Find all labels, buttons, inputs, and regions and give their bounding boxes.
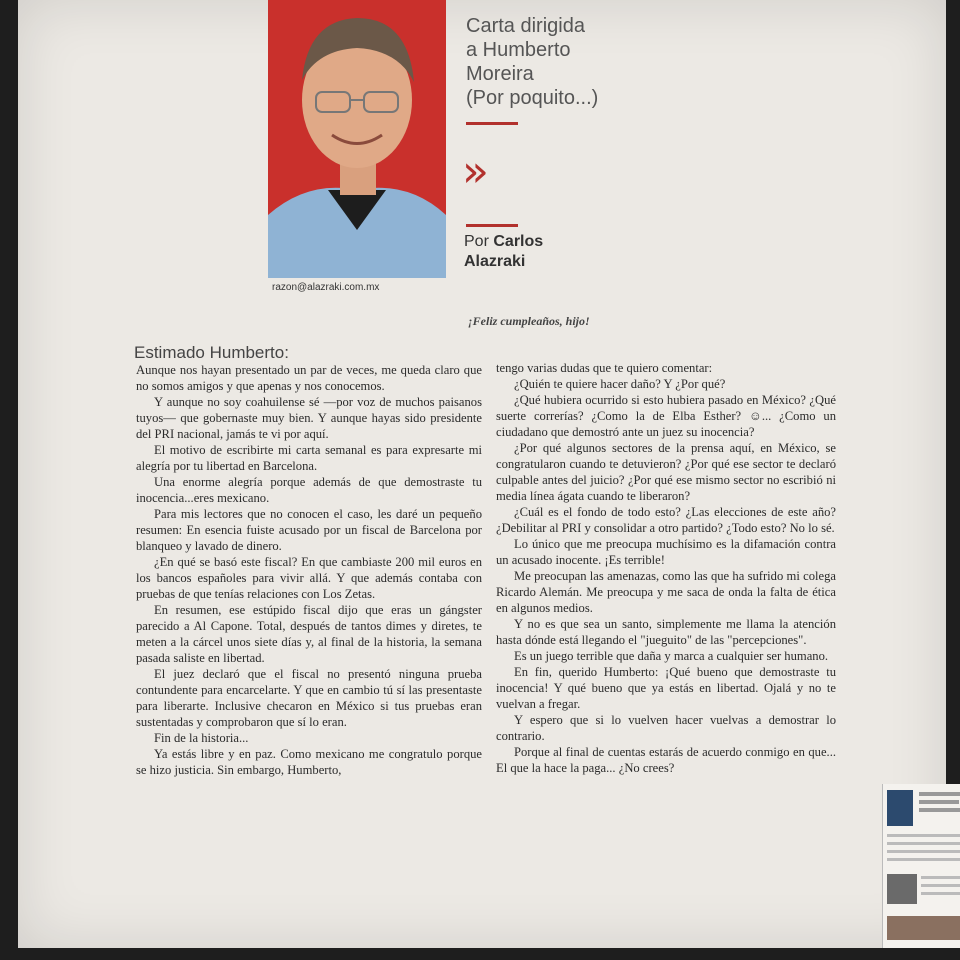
column-title-line: Moreira [466,63,534,85]
paragraph: Porque al final de cuentas estarás de acuerdo conmigo en que... El que la hace la paga... ¿No crees? [496,745,836,775]
thumbnail-text-line [919,800,959,804]
thumbnail-image [887,790,913,826]
newspaper-page [18,0,946,948]
paragraph: El juez declaró que el fiscal no presentó ninguna prueba contundente para encarcelarte. Y que en cambio tú sí las presentaste para liberarte. Inclusive checaron en México si tus pruebas eran sustentadas y comprobaron que sí lo eran. [136,667,482,729]
column-title-line: a Humberto [466,39,571,61]
byline-divider [466,224,518,227]
column-title-line: Carta dirigida [466,15,585,37]
author-portrait-illustration [268,0,446,278]
paragraph: Fin de la historia... [154,731,249,745]
title-divider [466,122,518,125]
paragraph: ¿Cuál es el fondo de todo esto? ¿Las elecciones de este año? ¿Debilitar al PRI y consolidar a otro partido? ¿Todo esto? No lo sé. [496,505,836,535]
thumbnail-text-line [919,808,960,812]
paragraph: ¿Quién te quiere hacer daño? Y ¿Por qué? [514,377,726,391]
thumbnail-image [887,874,917,904]
author-email: razon@alazraki.com.mx [272,282,380,293]
adjacent-page-thumbnail [882,784,960,948]
salutation: Estimado Humberto: [134,343,289,362]
byline [464,232,543,272]
paragraph: ¿Qué hubiera ocurrido si esto hubiera pasado en México? ¿Qué suerte correrías? ¿Como la de Elba Esther? ☺... ¿Como un ciudadano que demostró ante un juez su inocencia? [496,393,836,439]
thumbnail-text-line [921,884,960,887]
thumbnail-text-line [921,876,960,879]
column-title [466,14,616,110]
byline-prefix: Por [464,233,489,250]
paragraph: Para mis lectores que no conocen el caso, les daré un pequeño resumen: En esencia fuiste acusado por un fiscal de Barcelona por blanqueo y lavado de dinero. [136,507,482,553]
paragraph: ¿En qué se basó este fiscal? En que cambiaste 200 mil euros en los bancos españoles para vivir allá. Y que además contaba con pruebas de que tenías relaciones con Los Zetas. [136,555,482,601]
article-column-1 [136,362,482,778]
thumbnail-text-line [919,792,960,796]
thumbnail-image [887,916,960,940]
paragraph: Es un juego terrible que daña y marca a cualquier ser humano. [514,649,829,663]
paragraph: Y aunque no soy coahuilense sé —por voz de muchos paisanos tuyos— que gobernaste muy bien. Y aunque hayas sido presidente del PRI nacional, jamás te vi por aquí. [136,395,482,441]
author-photo [268,0,446,278]
paragraph: En fin, querido Humberto: ¡Qué bueno que demostraste tu inocencia! Y qué bueno que ya estás en libertad. Ojalá y no te vuelvan a fregar. [496,665,836,711]
column-header [448,0,608,285]
paragraph: Y espero que si lo vuelven hacer vuelvas a demostrar lo contrario. [496,713,836,743]
paragraph: Me preocupan las amenazas, como las que ha sufrido mi colega Ricardo Alemán. Me preocupa y me saca de onda la falta de ética en algunos medios. [496,569,836,615]
paragraph: Lo único que me preocupa muchísimo es la difamación contra un acusado inocente. ¡Es terrible! [496,537,836,567]
thumbnail-text-line [887,850,960,853]
paragraph: ¿Por qué algunos sectores de la prensa aquí, en México, se congratularon cuando te detuvieron? ¿Por qué ese sector te declaró culpable antes del juicio? ¿Por qué ese mismo sector no escribió ni media línea ágata cuando te liberaron? [496,441,836,503]
thumbnail-text-line [887,834,960,837]
article-column-2 [496,360,836,776]
column-title-line: (Por poquito...) [466,87,599,109]
paragraph: Una enorme alegría porque además de que demostraste tu inocencia...eres mexicano. [136,475,482,505]
thumbnail-text-line [921,892,960,895]
photo-border-left [0,0,18,960]
paragraph: El motivo de escribirte mi carta semanal es para expresarte mi alegría por tu libertad en Barcelona. [136,443,482,473]
paragraph: En resumen, ese estúpido fiscal dijo que eras un gángster parecido a Al Capone. Total, después de tantos dimes y diretes, te meten a la cárcel unos siete días y, al final de la historia, la semana pasada saliste en libertad. [136,603,482,665]
paragraph: Y no es que sea un santo, simplemente me llama la atención hasta dónde está llegando el "jueguito" de las "percepciones". [496,617,836,647]
paragraph: Aunque nos hayan presentado un par de veces, me queda claro que no somos amigos y que apenas y nos conocemos. [136,363,482,393]
photo-border-bottom [0,948,960,960]
author-first-name: Carlos [493,233,544,250]
thumbnail-text-line [887,858,960,861]
subheadline: ¡Feliz cumpleaños, hijo! [468,314,590,328]
author-last-name: Alazraki [464,253,526,270]
paragraph: tengo varias dudas que te quiero comentar: [496,361,713,375]
double-chevron-right-icon: » [462,146,477,197]
paragraph: Ya estás libre y en paz. Como mexicano me congratulo porque se hizo justicia. Sin embargo, Humberto, [136,747,482,777]
thumbnail-text-line [887,842,960,845]
